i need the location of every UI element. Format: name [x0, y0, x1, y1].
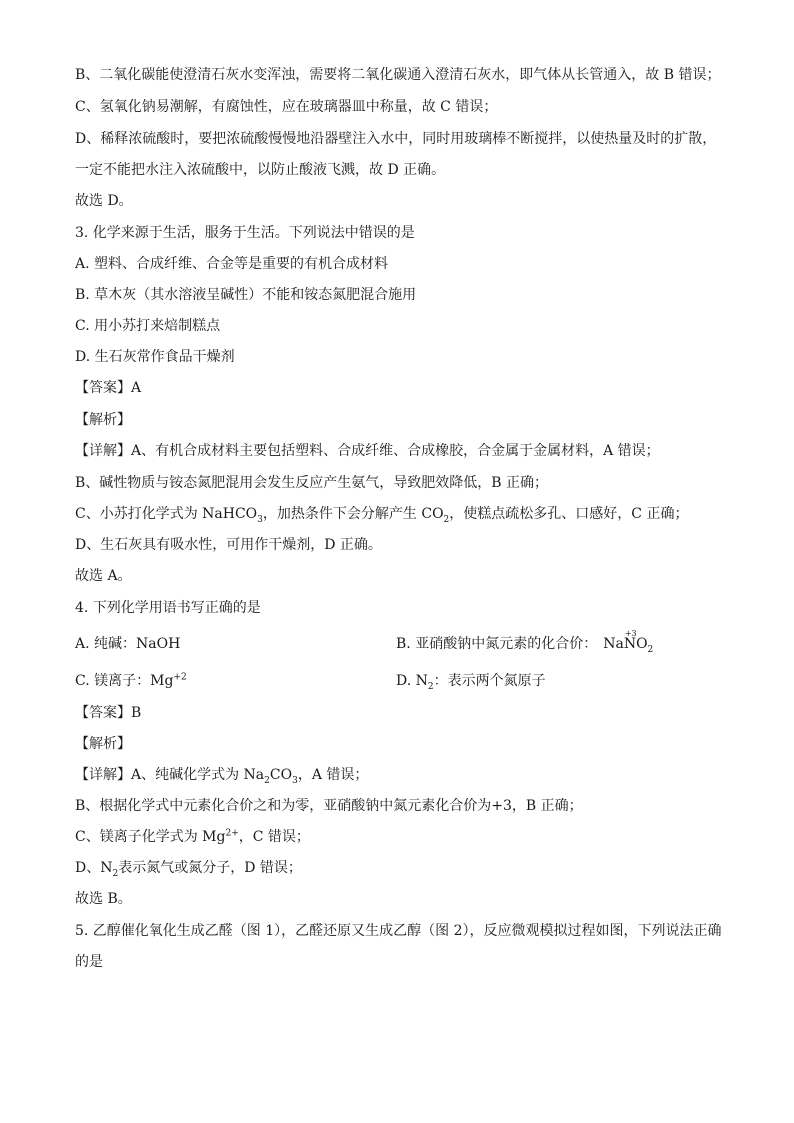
question-3-option-a: A. 塑料、合成纤维、合金等是重要的有机合成材料: [75, 256, 389, 272]
text-line: B、二氧化碳能使澄清石灰水变浑浊，需要将二氧化碳通入澄清石灰水，即气体从长管通入，故 B 错误；: [75, 67, 721, 83]
question-4-option-b: B. 亚硝酸钠中氮元素的化合价： Na +3 $NO_2$: [396, 629, 654, 655]
question-3-option-d: D. 生石灰常作食品干燥剂: [75, 349, 235, 365]
text-line: 故选 D。: [75, 193, 133, 209]
text-line: D、稀释浓硫酸时，要把浓硫酸慢慢地沿器壁注入水中，同时用玻璃棒不断搅拌，以使热量及时的扩散，: [75, 131, 717, 147]
question-3-stem: 3. 化学来源于生活，服务于生活。下列说法中错误的是: [75, 225, 415, 241]
text-line: 一定不能把水注入浓硫酸中，以防止酸液飞溅，故 D 正确。: [75, 162, 446, 178]
detail-line-formula: 【详解】A、纯碱化学式为 $Na_2CO_3$，A 错误；: [75, 767, 369, 786]
question-4-option-d: D. $N_2$：表示两个氮原子: [396, 673, 546, 692]
question-3-option-c: C. 用小苏打来焙制糕点: [75, 318, 221, 334]
sodium-nitrite-formula: Na +3 $NO_2$: [603, 629, 654, 655]
choose-line: 故选 A。: [75, 568, 132, 584]
detail-line: B、根据化学式中元素化合价之和为零，亚硝酸钠中氮元素化合价为+3，B 正确；: [75, 798, 583, 814]
detail-line: 【详解】A、有机合成材料主要包括塑料、合成纤维、合成橡胶，合金属于金属材料，A 错误；: [75, 443, 660, 459]
analysis-label: 【解析】: [75, 412, 131, 428]
question-4-option-c: C. 镁离子：$Mg^{+2}$: [75, 672, 187, 689]
question-3-option-b: B. 草木灰（其水溶液呈碱性）不能和铵态氮肥混合施用: [75, 287, 417, 303]
detail-line-formula: D、$N_2$表示氮气或氮分子，D 错误；: [75, 860, 302, 879]
choose-line: 故选 B。: [75, 891, 132, 907]
answer-label: 【答案】B: [75, 705, 142, 721]
question-5-stem: 5. 乙醇催化氧化生成乙醛（图 1），乙醛还原又生成乙醇（图 2），反应微观模拟过程如图，下列说法正确: [75, 923, 722, 939]
detail-line-formula: C、镁离子化学式为 $Mg^{2+}$，C 错误；: [75, 828, 310, 845]
text-line: C、氢氧化钠易潮解，有腐蚀性，应在玻璃器皿中称量，故 C 错误；: [75, 99, 498, 115]
answer-label: 【答案】A: [75, 380, 142, 396]
question-5-stem-cont: 的是: [75, 954, 103, 970]
detail-line: B、碱性物质与铵态氮肥混用会发生反应产生氨气，导致肥效降低，B 正确；: [75, 475, 549, 491]
question-4-option-a: A. 纯碱：NaOH: [75, 636, 181, 652]
detail-line-formula: C、小苏打化学式为 NaHCO$_3$，加热条件下会分解产生 $CO_2$，使糕点疏松多孔、口感好，C 正确；: [75, 506, 689, 525]
analysis-label: 【解析】: [75, 736, 131, 752]
detail-line: D、生石灰具有吸水性，可用作干燥剂，D 正确。: [75, 537, 382, 553]
question-4-stem: 4. 下列化学用语书写正确的是: [75, 600, 261, 616]
